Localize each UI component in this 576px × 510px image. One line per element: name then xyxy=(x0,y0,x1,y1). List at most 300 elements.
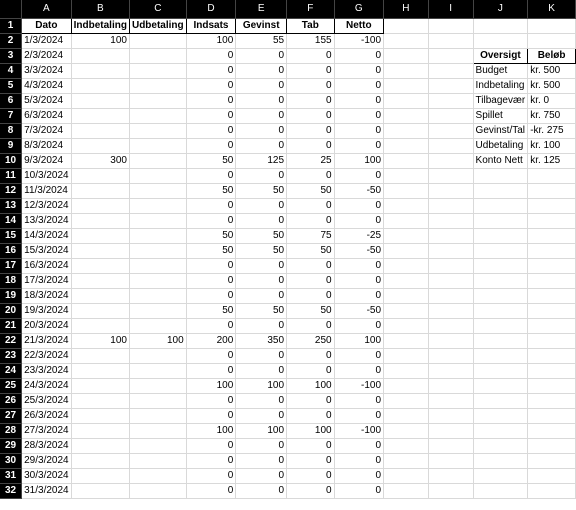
cell-gevinst[interactable]: 0 xyxy=(236,213,287,228)
cell-empty[interactable] xyxy=(528,363,576,378)
cell-indsats[interactable]: 0 xyxy=(186,363,236,378)
cell-indbetaling[interactable] xyxy=(71,243,129,258)
cell-empty[interactable] xyxy=(528,348,576,363)
cell-dato[interactable]: 9/3/2024 xyxy=(22,153,72,168)
overview-label[interactable]: Udbetaling xyxy=(473,138,528,153)
cell-gevinst[interactable]: 0 xyxy=(236,138,287,153)
overview-label[interactable]: Gevinst/Tal xyxy=(473,123,528,138)
cell-empty[interactable] xyxy=(428,258,473,273)
overview-header-amount[interactable]: Beløb xyxy=(528,48,576,63)
cell-empty[interactable] xyxy=(473,168,528,183)
cell-empty[interactable] xyxy=(428,93,473,108)
cell-empty[interactable] xyxy=(384,108,429,123)
cell-netto[interactable]: 0 xyxy=(334,93,383,108)
cell-indbetaling[interactable] xyxy=(71,108,129,123)
cell-udbetaling[interactable] xyxy=(129,303,186,318)
cell-empty[interactable] xyxy=(473,483,528,498)
cell-empty[interactable] xyxy=(384,153,429,168)
row-header[interactable]: 30 xyxy=(0,453,22,468)
cell-empty[interactable] xyxy=(428,198,473,213)
cell-gevinst[interactable]: 125 xyxy=(236,153,287,168)
cell-gevinst[interactable]: 0 xyxy=(236,318,287,333)
row-header[interactable]: 12 xyxy=(0,183,22,198)
cell-indsats[interactable]: 0 xyxy=(186,138,236,153)
cell-empty[interactable] xyxy=(528,33,576,48)
cell-indbetaling[interactable] xyxy=(71,138,129,153)
cell-indbetaling[interactable] xyxy=(71,453,129,468)
row-header[interactable]: 4 xyxy=(0,63,22,78)
row-header[interactable]: 29 xyxy=(0,438,22,453)
cell-gevinst[interactable]: 0 xyxy=(236,483,287,498)
overview-label[interactable]: Indbetaling xyxy=(473,78,528,93)
cell-indsats[interactable]: 200 xyxy=(186,333,236,348)
cell-empty[interactable] xyxy=(428,63,473,78)
cell-empty[interactable] xyxy=(528,273,576,288)
cell-dato[interactable]: 16/3/2024 xyxy=(22,258,72,273)
cell-indbetaling[interactable] xyxy=(71,363,129,378)
cell-udbetaling[interactable] xyxy=(129,183,186,198)
cell-empty[interactable] xyxy=(384,288,429,303)
cell-dato[interactable]: 5/3/2024 xyxy=(22,93,72,108)
cell-udbetaling[interactable] xyxy=(129,453,186,468)
cell-empty[interactable] xyxy=(384,213,429,228)
cell-empty[interactable] xyxy=(428,183,473,198)
cell-dato[interactable]: 6/3/2024 xyxy=(22,108,72,123)
cell-dato[interactable]: 28/3/2024 xyxy=(22,438,72,453)
cell-gevinst[interactable]: 0 xyxy=(236,168,287,183)
column-header-g[interactable]: G xyxy=(334,0,383,18)
cell-netto[interactable]: 0 xyxy=(334,198,383,213)
cell-tab[interactable]: 0 xyxy=(287,273,335,288)
cell-udbetaling[interactable] xyxy=(129,93,186,108)
cell-empty[interactable] xyxy=(473,258,528,273)
cell-indsats[interactable]: 0 xyxy=(186,438,236,453)
cell-empty[interactable] xyxy=(384,438,429,453)
cell-empty[interactable] xyxy=(384,453,429,468)
cell-empty[interactable] xyxy=(428,153,473,168)
cell-tab[interactable]: 0 xyxy=(287,468,335,483)
row-header[interactable]: 20 xyxy=(0,303,22,318)
cell-indsats[interactable]: 0 xyxy=(186,273,236,288)
overview-amount[interactable]: kr. 125 xyxy=(528,153,576,168)
cell-indsats[interactable]: 0 xyxy=(186,168,236,183)
cell-empty[interactable] xyxy=(473,303,528,318)
cell-indbetaling[interactable] xyxy=(71,168,129,183)
cell-empty[interactable] xyxy=(384,408,429,423)
cell-tab[interactable]: 50 xyxy=(287,183,335,198)
cell-empty[interactable] xyxy=(473,438,528,453)
cell-indsats[interactable]: 0 xyxy=(186,213,236,228)
row-header[interactable]: 8 xyxy=(0,123,22,138)
cell-empty[interactable] xyxy=(384,63,429,78)
row-header[interactable]: 5 xyxy=(0,78,22,93)
cell-empty[interactable] xyxy=(384,348,429,363)
cell-empty[interactable] xyxy=(473,378,528,393)
cell-udbetaling[interactable] xyxy=(129,348,186,363)
row-header[interactable]: 27 xyxy=(0,408,22,423)
cell-netto[interactable]: -50 xyxy=(334,183,383,198)
cell-dato[interactable]: 31/3/2024 xyxy=(22,483,72,498)
cell-tab[interactable]: 0 xyxy=(287,453,335,468)
cell-empty[interactable] xyxy=(428,48,473,63)
row-header[interactable]: 9 xyxy=(0,138,22,153)
column-header-c[interactable]: C xyxy=(129,0,186,18)
cell-tab[interactable]: 0 xyxy=(287,213,335,228)
cell-tab[interactable]: 0 xyxy=(287,393,335,408)
cell-indbetaling[interactable] xyxy=(71,378,129,393)
cell-netto[interactable]: -50 xyxy=(334,303,383,318)
cell-indbetaling[interactable] xyxy=(71,48,129,63)
cell-gevinst[interactable]: 0 xyxy=(236,393,287,408)
cell-empty[interactable] xyxy=(473,273,528,288)
row-header[interactable]: 17 xyxy=(0,258,22,273)
cell-udbetaling[interactable] xyxy=(129,483,186,498)
cell-indsats[interactable]: 0 xyxy=(186,123,236,138)
cell-tab[interactable]: 75 xyxy=(287,228,335,243)
cell-dato[interactable]: 29/3/2024 xyxy=(22,453,72,468)
cell-empty[interactable] xyxy=(528,483,576,498)
cell-empty[interactable] xyxy=(384,483,429,498)
cell-indbetaling[interactable] xyxy=(71,258,129,273)
cell-empty[interactable] xyxy=(428,438,473,453)
row-header[interactable]: 13 xyxy=(0,198,22,213)
cell-gevinst[interactable]: 0 xyxy=(236,258,287,273)
cell-tab[interactable]: 0 xyxy=(287,438,335,453)
cell-empty[interactable] xyxy=(473,348,528,363)
cell-empty[interactable] xyxy=(428,123,473,138)
cell-empty[interactable] xyxy=(473,33,528,48)
cell-tab[interactable]: 0 xyxy=(287,78,335,93)
cell-udbetaling[interactable] xyxy=(129,123,186,138)
cell-dato[interactable]: 11/3/2024 xyxy=(22,183,72,198)
cell-empty[interactable] xyxy=(428,348,473,363)
cell-empty[interactable] xyxy=(428,393,473,408)
cell-netto[interactable]: 0 xyxy=(334,63,383,78)
cell-dato[interactable]: 1/3/2024 xyxy=(22,33,72,48)
cell-dato[interactable]: 7/3/2024 xyxy=(22,123,72,138)
cell-dato[interactable]: 4/3/2024 xyxy=(22,78,72,93)
cell-gevinst[interactable]: 50 xyxy=(236,243,287,258)
cell-netto[interactable]: 0 xyxy=(334,348,383,363)
cell-empty[interactable] xyxy=(528,318,576,333)
cell-gevinst[interactable]: 55 xyxy=(236,33,287,48)
cell-netto[interactable]: 0 xyxy=(334,138,383,153)
column-header-f[interactable]: F xyxy=(287,0,335,18)
cell-empty[interactable] xyxy=(528,378,576,393)
cell-empty[interactable] xyxy=(528,243,576,258)
cell-netto[interactable]: 0 xyxy=(334,453,383,468)
cell-tab[interactable]: 0 xyxy=(287,138,335,153)
cell-gevinst[interactable]: 100 xyxy=(236,378,287,393)
cell-empty[interactable] xyxy=(384,228,429,243)
cell-udbetaling[interactable] xyxy=(129,378,186,393)
row-header[interactable]: 23 xyxy=(0,348,22,363)
row-header[interactable]: 1 xyxy=(0,18,22,33)
header-cell-netto[interactable]: Netto xyxy=(334,18,383,33)
cell-dato[interactable]: 18/3/2024 xyxy=(22,288,72,303)
cell-indsats[interactable]: 0 xyxy=(186,48,236,63)
cell-indbetaling[interactable] xyxy=(71,123,129,138)
cell-empty[interactable] xyxy=(428,333,473,348)
cell-udbetaling[interactable] xyxy=(129,213,186,228)
cell-empty[interactable] xyxy=(384,303,429,318)
cell-tab[interactable]: 0 xyxy=(287,198,335,213)
cell-udbetaling[interactable] xyxy=(129,243,186,258)
header-cell-tab[interactable]: Tab xyxy=(287,18,335,33)
cell-netto[interactable]: 100 xyxy=(334,153,383,168)
cell-indsats[interactable]: 0 xyxy=(186,93,236,108)
cell-empty[interactable] xyxy=(473,453,528,468)
cell-dato[interactable]: 15/3/2024 xyxy=(22,243,72,258)
cell-netto[interactable]: 0 xyxy=(334,78,383,93)
row-header[interactable]: 11 xyxy=(0,168,22,183)
cell-dato[interactable]: 23/3/2024 xyxy=(22,363,72,378)
cell-netto[interactable]: -100 xyxy=(334,378,383,393)
cell-tab[interactable]: 0 xyxy=(287,363,335,378)
cell-indbetaling[interactable] xyxy=(71,483,129,498)
cell-indsats[interactable]: 0 xyxy=(186,78,236,93)
cell-udbetaling[interactable] xyxy=(129,168,186,183)
cell-empty[interactable] xyxy=(428,33,473,48)
cell-empty[interactable] xyxy=(528,213,576,228)
cell-empty[interactable] xyxy=(428,213,473,228)
cell-tab[interactable]: 50 xyxy=(287,303,335,318)
overview-amount[interactable]: -kr. 275 xyxy=(528,123,576,138)
cell-udbetaling[interactable] xyxy=(129,468,186,483)
cell-netto[interactable]: 0 xyxy=(334,288,383,303)
cell-dato[interactable]: 22/3/2024 xyxy=(22,348,72,363)
cell-empty[interactable] xyxy=(473,393,528,408)
cell-netto[interactable]: 0 xyxy=(334,468,383,483)
cell-empty[interactable] xyxy=(428,168,473,183)
cell-empty[interactable] xyxy=(528,408,576,423)
cell-gevinst[interactable]: 0 xyxy=(236,93,287,108)
cell-gevinst[interactable]: 0 xyxy=(236,198,287,213)
cell-indsats[interactable]: 50 xyxy=(186,153,236,168)
cell-tab[interactable]: 0 xyxy=(287,258,335,273)
cell-netto[interactable]: 0 xyxy=(334,48,383,63)
cell-empty[interactable] xyxy=(384,168,429,183)
cell-empty[interactable] xyxy=(428,273,473,288)
cell-empty[interactable] xyxy=(473,18,528,33)
cell-gevinst[interactable]: 0 xyxy=(236,108,287,123)
cell-indbetaling[interactable] xyxy=(71,228,129,243)
cell-empty[interactable] xyxy=(428,408,473,423)
overview-amount[interactable]: kr. 750 xyxy=(528,108,576,123)
overview-label[interactable]: Tilbagevær xyxy=(473,93,528,108)
cell-gevinst[interactable]: 0 xyxy=(236,438,287,453)
cell-udbetaling[interactable] xyxy=(129,33,186,48)
cell-udbetaling[interactable] xyxy=(129,138,186,153)
cell-udbetaling[interactable] xyxy=(129,108,186,123)
cell-dato[interactable]: 12/3/2024 xyxy=(22,198,72,213)
cell-empty[interactable] xyxy=(428,303,473,318)
cell-empty[interactable] xyxy=(473,213,528,228)
cell-empty[interactable] xyxy=(384,318,429,333)
cell-udbetaling[interactable] xyxy=(129,408,186,423)
header-cell-gevinst[interactable]: Gevinst xyxy=(236,18,287,33)
cell-gevinst[interactable]: 0 xyxy=(236,48,287,63)
cell-empty[interactable] xyxy=(528,228,576,243)
cell-udbetaling[interactable] xyxy=(129,363,186,378)
row-header[interactable]: 22 xyxy=(0,333,22,348)
cell-empty[interactable] xyxy=(384,273,429,288)
cell-empty[interactable] xyxy=(528,438,576,453)
cell-empty[interactable] xyxy=(428,18,473,33)
row-header[interactable]: 6 xyxy=(0,93,22,108)
overview-label[interactable]: Budget xyxy=(473,63,528,78)
cell-indsats[interactable]: 0 xyxy=(186,288,236,303)
cell-netto[interactable]: -50 xyxy=(334,243,383,258)
column-header-b[interactable]: B xyxy=(71,0,129,18)
cell-empty[interactable] xyxy=(384,333,429,348)
cell-indbetaling[interactable] xyxy=(71,408,129,423)
cell-empty[interactable] xyxy=(384,198,429,213)
cell-netto[interactable]: 0 xyxy=(334,363,383,378)
cell-dato[interactable]: 20/3/2024 xyxy=(22,318,72,333)
cell-tab[interactable]: 0 xyxy=(287,108,335,123)
overview-amount[interactable]: kr. 500 xyxy=(528,78,576,93)
column-header-j[interactable]: J xyxy=(473,0,528,18)
cell-indsats[interactable]: 0 xyxy=(186,453,236,468)
cell-indbetaling[interactable] xyxy=(71,288,129,303)
cell-netto[interactable]: 0 xyxy=(334,318,383,333)
cell-empty[interactable] xyxy=(384,258,429,273)
cell-udbetaling[interactable] xyxy=(129,438,186,453)
row-header[interactable]: 31 xyxy=(0,468,22,483)
cell-indbetaling[interactable] xyxy=(71,213,129,228)
cell-empty[interactable] xyxy=(528,198,576,213)
cell-dato[interactable]: 14/3/2024 xyxy=(22,228,72,243)
cell-dato[interactable]: 21/3/2024 xyxy=(22,333,72,348)
row-header[interactable]: 3 xyxy=(0,48,22,63)
cell-netto[interactable]: 0 xyxy=(334,393,383,408)
cell-dato[interactable]: 30/3/2024 xyxy=(22,468,72,483)
cell-empty[interactable] xyxy=(384,48,429,63)
cell-tab[interactable]: 100 xyxy=(287,423,335,438)
cell-gevinst[interactable]: 0 xyxy=(236,363,287,378)
cell-empty[interactable] xyxy=(528,168,576,183)
cell-tab[interactable]: 0 xyxy=(287,348,335,363)
cell-gevinst[interactable]: 50 xyxy=(236,228,287,243)
cell-tab[interactable]: 0 xyxy=(287,63,335,78)
overview-amount[interactable]: kr. 500 xyxy=(528,63,576,78)
cell-empty[interactable] xyxy=(428,288,473,303)
cell-udbetaling[interactable] xyxy=(129,273,186,288)
cell-udbetaling[interactable] xyxy=(129,198,186,213)
cell-indsats[interactable]: 0 xyxy=(186,483,236,498)
row-header[interactable]: 18 xyxy=(0,273,22,288)
cell-empty[interactable] xyxy=(528,258,576,273)
cell-empty[interactable] xyxy=(384,243,429,258)
cell-tab[interactable]: 250 xyxy=(287,333,335,348)
cell-gevinst[interactable]: 0 xyxy=(236,453,287,468)
cell-indbetaling[interactable]: 100 xyxy=(71,33,129,48)
cell-indsats[interactable]: 100 xyxy=(186,378,236,393)
cell-indbetaling[interactable] xyxy=(71,273,129,288)
column-header-a[interactable]: A xyxy=(22,0,72,18)
row-header[interactable]: 21 xyxy=(0,318,22,333)
cell-gevinst[interactable]: 350 xyxy=(236,333,287,348)
cell-tab[interactable]: 0 xyxy=(287,288,335,303)
cell-empty[interactable] xyxy=(528,288,576,303)
cell-indbetaling[interactable] xyxy=(71,393,129,408)
header-cell-dato[interactable]: Dato xyxy=(22,18,72,33)
cell-indbetaling[interactable] xyxy=(71,63,129,78)
cell-netto[interactable]: 100 xyxy=(334,333,383,348)
cell-udbetaling[interactable] xyxy=(129,288,186,303)
cell-empty[interactable] xyxy=(384,18,429,33)
cell-gevinst[interactable]: 0 xyxy=(236,63,287,78)
cell-tab[interactable]: 0 xyxy=(287,168,335,183)
cell-dato[interactable]: 24/3/2024 xyxy=(22,378,72,393)
cell-netto[interactable]: 0 xyxy=(334,273,383,288)
cell-gevinst[interactable]: 0 xyxy=(236,288,287,303)
cell-empty[interactable] xyxy=(384,363,429,378)
cell-indsats[interactable]: 0 xyxy=(186,63,236,78)
cell-indsats[interactable]: 0 xyxy=(186,468,236,483)
cell-indbetaling[interactable] xyxy=(71,198,129,213)
cell-empty[interactable] xyxy=(384,378,429,393)
cell-empty[interactable] xyxy=(384,78,429,93)
cell-dato[interactable]: 27/3/2024 xyxy=(22,423,72,438)
cell-udbetaling[interactable] xyxy=(129,318,186,333)
cell-udbetaling[interactable] xyxy=(129,153,186,168)
cell-gevinst[interactable]: 0 xyxy=(236,123,287,138)
cell-dato[interactable]: 26/3/2024 xyxy=(22,408,72,423)
cell-dato[interactable]: 19/3/2024 xyxy=(22,303,72,318)
cell-empty[interactable] xyxy=(528,183,576,198)
cell-dato[interactable]: 10/3/2024 xyxy=(22,168,72,183)
cell-tab[interactable]: 0 xyxy=(287,48,335,63)
cell-empty[interactable] xyxy=(473,423,528,438)
cell-dato[interactable]: 8/3/2024 xyxy=(22,138,72,153)
cell-indsats[interactable]: 0 xyxy=(186,108,236,123)
cell-indsats[interactable]: 0 xyxy=(186,318,236,333)
cell-gevinst[interactable]: 50 xyxy=(236,303,287,318)
column-header-h[interactable]: H xyxy=(384,0,429,18)
cell-gevinst[interactable]: 0 xyxy=(236,348,287,363)
cell-netto[interactable]: -100 xyxy=(334,33,383,48)
row-header[interactable]: 32 xyxy=(0,483,22,498)
cell-udbetaling[interactable] xyxy=(129,423,186,438)
cell-indbetaling[interactable] xyxy=(71,318,129,333)
cell-empty[interactable] xyxy=(428,363,473,378)
cell-indsats[interactable]: 0 xyxy=(186,408,236,423)
cell-empty[interactable] xyxy=(428,483,473,498)
cell-empty[interactable] xyxy=(384,468,429,483)
cell-netto[interactable]: 0 xyxy=(334,408,383,423)
cell-indbetaling[interactable] xyxy=(71,438,129,453)
cell-gevinst[interactable]: 0 xyxy=(236,78,287,93)
row-header[interactable]: 28 xyxy=(0,423,22,438)
cell-tab[interactable]: 0 xyxy=(287,123,335,138)
cell-empty[interactable] xyxy=(528,333,576,348)
cell-empty[interactable] xyxy=(473,363,528,378)
cell-udbetaling[interactable] xyxy=(129,63,186,78)
cell-empty[interactable] xyxy=(528,393,576,408)
cell-indsats[interactable]: 0 xyxy=(186,258,236,273)
column-header-i[interactable]: I xyxy=(428,0,473,18)
cell-empty[interactable] xyxy=(528,468,576,483)
header-cell-indbetaling[interactable]: Indbetaling xyxy=(71,18,129,33)
cell-indsats[interactable]: 100 xyxy=(186,423,236,438)
row-header[interactable]: 25 xyxy=(0,378,22,393)
cell-indsats[interactable]: 50 xyxy=(186,228,236,243)
row-header[interactable]: 10 xyxy=(0,153,22,168)
cell-indbetaling[interactable] xyxy=(71,468,129,483)
cell-netto[interactable]: 0 xyxy=(334,123,383,138)
